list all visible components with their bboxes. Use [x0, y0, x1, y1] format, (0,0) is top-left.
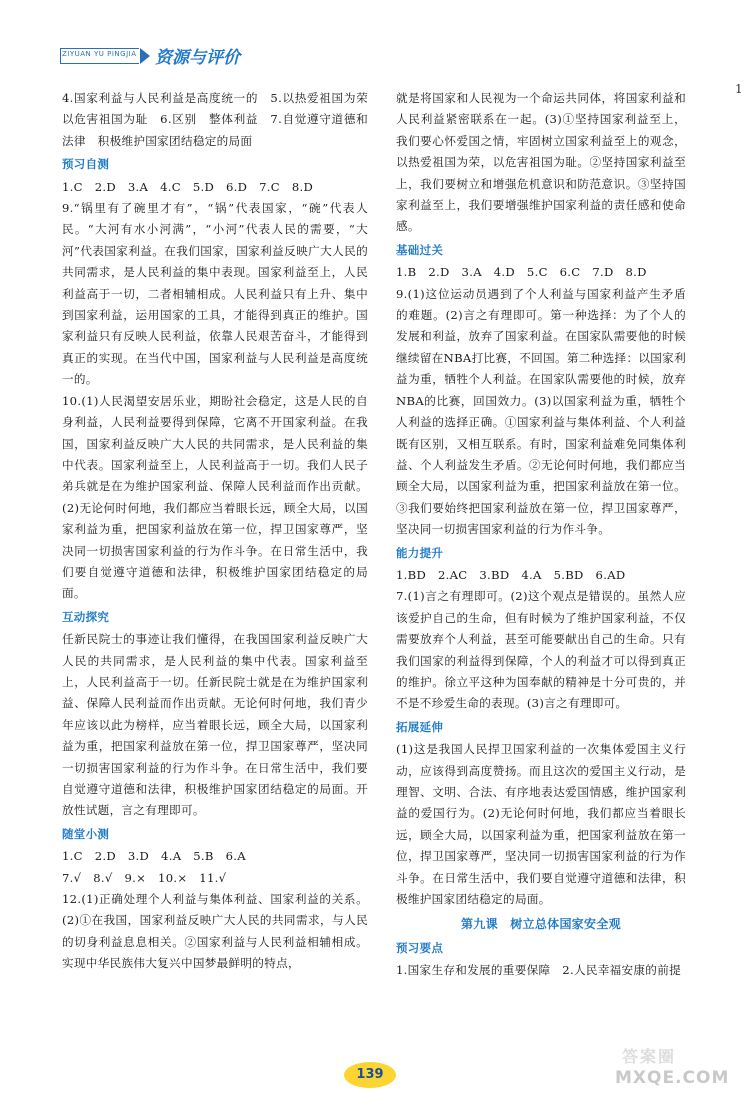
section-heading: 预习要点: [396, 940, 444, 955]
lesson-title: 第九课 树立总体国家安全观: [461, 917, 621, 932]
answer-paragraph: 任新民院士的事迹让我们懂得，在我国国家利益反映广大人民的共同需求，是人民利益的集中代表。国家利益至上，人民利益高于一切。任新民院士就是在为维护国家利益、保障人民利益而作出贡献。无论何时何地，我们青少年应该以此为榜样，应当着眼长远，顾全大局，以国家利益为重，把国家利益放在第一位，捍卫国家尊严，坚决同一切损害国家利益的行为作斗争。在日常生活中，我们要自觉遵守道德和法律，积极维护国家团结稳定的局面。开放性试题，言之有理即可。: [62, 632, 368, 818]
arrow-icon: [140, 48, 150, 64]
answer-paragraph: 9.“锅里有了碗里才有”，“锅”代表国家，“碗”代表人民。“大河有水小河满”，“小河”代表人民的需要，“大河”代表国家利益。在我们国家，国家利益反映广大人民的共同需求，是人民利益的集中表现。国家利益至上，人民利益高于一切，二者相辅相成。人民利益只有上升、集中到国家利益，运用国家的工具，才能得到真正的维护。国家利益只有反映人民利益，依靠人民艰苦奋斗，才能得到真正的实现。在当代中国，国家利益与人民利益是高度统一的。: [62, 201, 368, 387]
section-heading: 能力提升: [396, 545, 444, 560]
section-heading: 预习自测: [62, 157, 110, 172]
left-column: [62, 88, 380, 975]
answer-line: 7.√ 8.√ 9.× 10.× 11.√: [62, 870, 227, 885]
watermark: MXQE.COM: [615, 1068, 730, 1088]
section-heading: 拓展延伸: [396, 719, 444, 734]
section-heading: 基础过关: [396, 242, 444, 257]
answer-paragraph: 12.(1)正确处理个人利益与集体利益、国家利益的关系。(2)①在我国，国家利益反映广大人民的共同需求，与人民的切身利益息息相关。②国家利益与人民利益相辅相成。实现中华民族伟大复兴中国梦最鲜明的特点，: [62, 892, 368, 971]
answer-line: 1.C 2.D 3.A 4.C 5.D 6.D 7.C 8.D: [62, 179, 314, 194]
header-title: 资源与评价: [155, 48, 240, 68]
answer-paragraph: 9.(1)这位运动员遇到了个人利益与国家利益产生矛盾的难题。(2)言之有理即可。第一种选择：为了个人的发展和利益，放弃了国家利益。在国家队需要他的时候继续留在NBA打比赛，不回国。第二种选择：以国家利益为重，牺牲个人利益。在国家队需要他的时候，放弃NBA的比赛，回国效力。(3)以国家利益为重，牺牲个人利益的选择正确。①国家利益与集体利益、个人利益既有区别，又相互联系。有时，国家利益难免同集体利益、个人利益发生矛盾。②无论何时何地，我们都应当顾全大局，以国家利益为重，把国家利益放在第一位。③我们要始终把国家利益放在第一位，捍卫国家尊严，坚决同一切损害国家利益的行为作斗争。: [396, 286, 686, 537]
answer-line: 1.B 2.D 3.A 4.D 5.C 6.C 7.D 8.D: [396, 265, 647, 280]
page-number: 139: [344, 1062, 396, 1088]
section-heading: 随堂小测: [62, 826, 110, 841]
answer-line: 1.BD 2.AC 3.BD 4.A 5.BD 6.AD: [396, 567, 626, 582]
margin-mark: 1: [735, 82, 743, 96]
watermark-top: 答案圈: [622, 1047, 677, 1066]
answer-paragraph: 10.(1)人民渴望安居乐业，期盼社会稳定，这是人民的自身利益，人民利益要得到保障，它离不开国家利益。在我国，国家利益反映广大人民的共同需求，是人民利益的集中代表。国家利益至上，人民利益高于一切。我们人民子弟兵就是在为维护国家利益、保障人民利益而作出贡献。(2)无论何时何地，我们都应当着眼长远，顾全大局，以国家利益为重，把国家利益放在第一位，捍卫国家尊严，坚决同一切损害国家利益的行为作斗争。在日常生活中，我们要自觉遵守道德和法律，积极维护国家团结稳定的局面。: [62, 393, 368, 601]
header-brand: ZIYUAN YU PINGJIA: [62, 50, 137, 58]
answer-paragraph: 7.(1)言之有理即可。(2)这个观点是错误的。虽然人应该爱护自己的生命，但有时候为了维护国家利益，不仅需要放弃个人利益，甚至可能要献出自己的生命。只有我们国家的利益得到保障，个人的利益才可以得到真正的维护。徐立平这种为国奉献的精神是十分可贵的，并不是不珍爱生命的表现。(3)言之有理即可。: [396, 589, 686, 711]
section-heading: 互动探究: [62, 609, 110, 624]
answer-line: 1.国家生存和发展的重要保障 2.人民幸福安康的前提: [396, 963, 681, 978]
answer-paragraph: 4.国家利益与人民利益是高度统一的 5.以热爱祖国为荣 以危害祖国为耻 6.区别 整体利益 7.自觉遵守道德和法律 积极维护国家团结稳定的局面: [62, 91, 380, 148]
answer-paragraph: (1)这是我国人民捍卫国家利益的一次集体爱国主义行动，应该得到高度赞扬。而且这次的爱国主义行动，是理智、文明、合法、有序地表达爱国情感，维护国家利益的爱国行为。(2)无论何时何地，我们都应当着眼长远，顾全大局，以国家利益为重，把国家利益放在第一位，捍卫国家尊严，坚决同一切损害国家利益的行为作斗争。在日常生活中，我们要自觉遵守道德和法律，积极维护国家团结稳定的局面。: [396, 742, 686, 907]
right-column: [396, 88, 686, 982]
answer-paragraph: 就是将国家和人民视为一个命运共同体，将国家利益和人民利益紧密联系在一起。(3)①坚持国家利益至上，我们要心怀爱国之情，牢固树立国家利益至上的观念，以热爱祖国为荣，以危害祖国为耻。②坚持国家利益至上，我们要树立和增强危机意识和防范意识。③坚持国家利益至上，我们要增强维护国家利益的责任感和使命感。: [396, 91, 686, 234]
answer-line: 1.C 2.D 3.D 4.A 5.B 6.A: [62, 849, 246, 864]
page-header: [60, 44, 260, 70]
